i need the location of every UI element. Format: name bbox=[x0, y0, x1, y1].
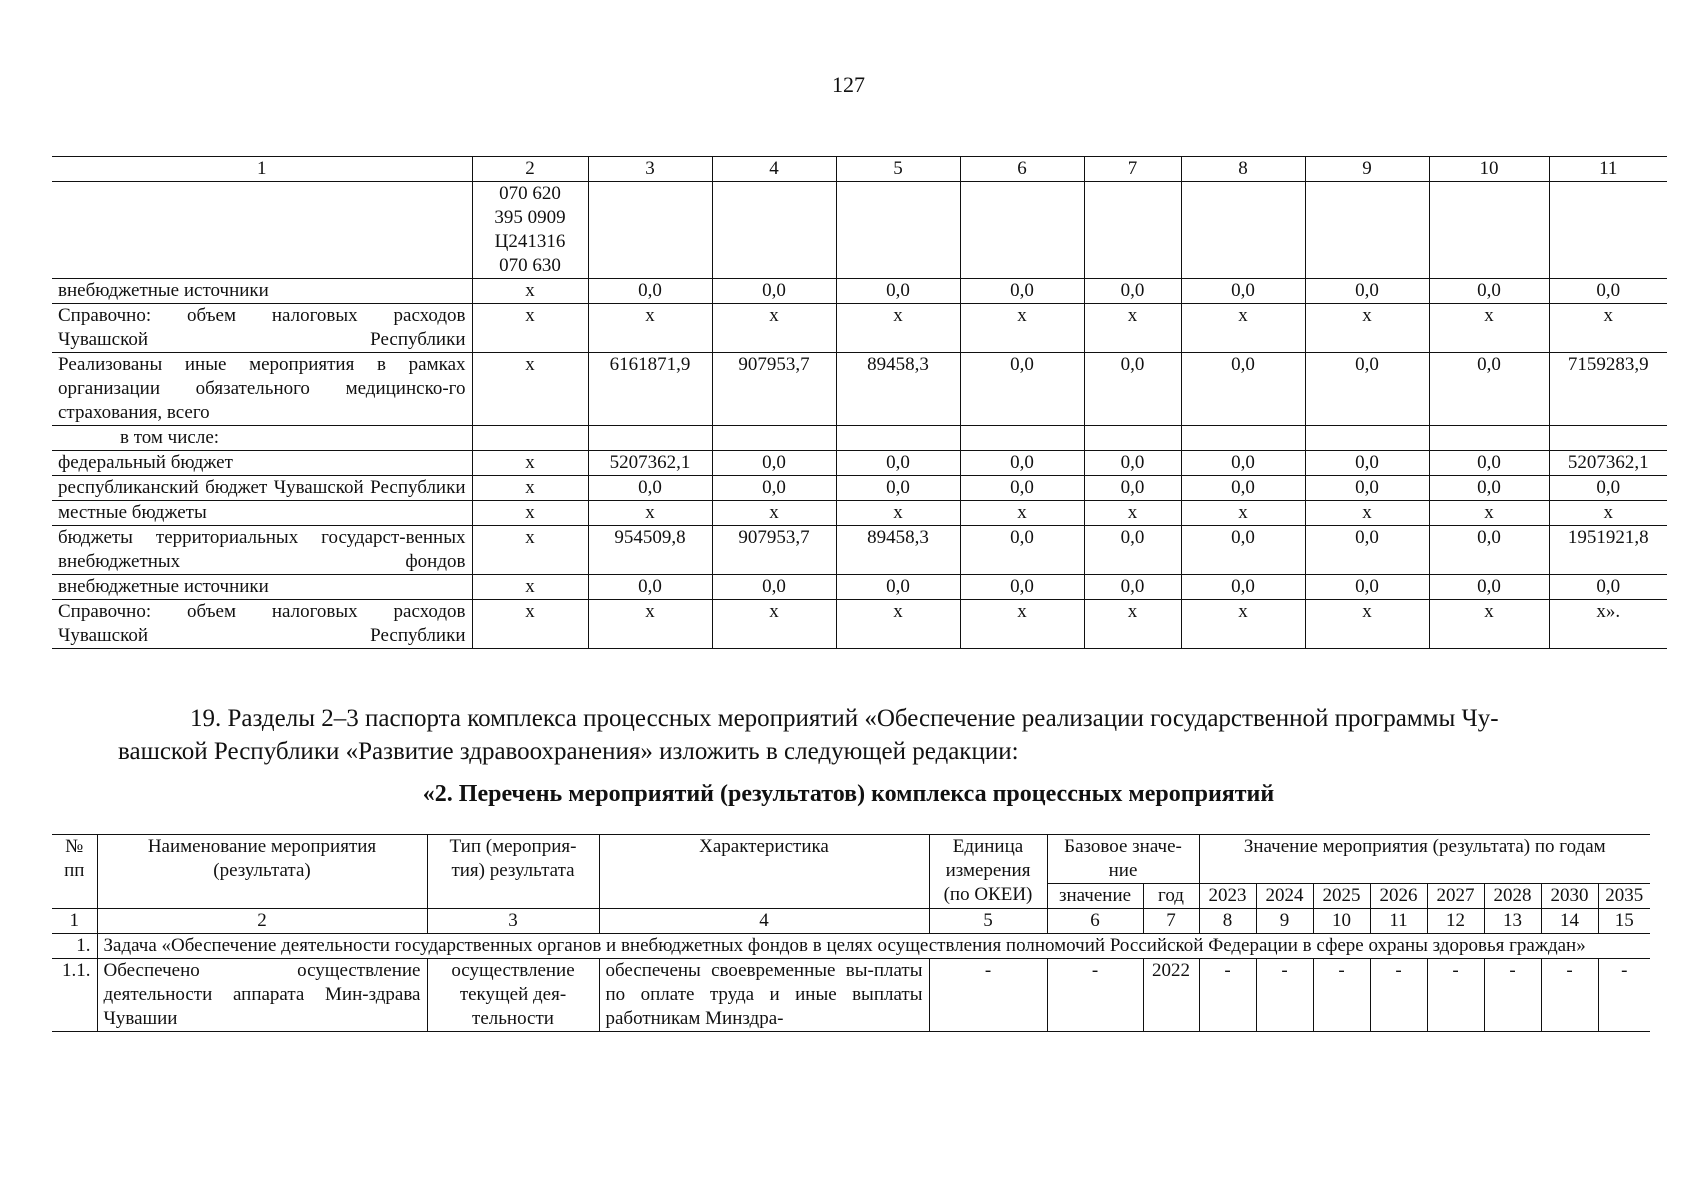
budget-value-cell: 0,0 bbox=[1305, 476, 1429, 501]
budget-row-label: внебюджетные источники bbox=[52, 575, 472, 600]
budget-value-cell: 0,0 bbox=[960, 526, 1084, 575]
budget-value-cell: х bbox=[836, 501, 960, 526]
measure-base-value: - bbox=[1047, 959, 1143, 1032]
budget-value-cell bbox=[1181, 426, 1305, 451]
budget-col-number: 2 bbox=[472, 157, 588, 182]
budget-value-cell: х bbox=[472, 279, 588, 304]
col-number: 12 bbox=[1427, 909, 1484, 934]
column-number-row bbox=[52, 909, 1650, 934]
budget-value-cell bbox=[960, 426, 1084, 451]
budget-col-number: 7 bbox=[1084, 157, 1181, 182]
header-base-year: год bbox=[1143, 884, 1199, 909]
budget-empty-cell bbox=[1549, 182, 1667, 279]
budget-label-empty bbox=[52, 182, 472, 279]
budget-value-cell: 0,0 bbox=[1181, 526, 1305, 575]
measure-name: Обеспечено осуществление деятельности аппарата Мин-здрава Чувашии bbox=[97, 959, 427, 1032]
budget-value-cell: х bbox=[836, 304, 960, 353]
budget-value-cell: 954509,8 bbox=[588, 526, 712, 575]
measure-base-year: 2022 bbox=[1143, 959, 1199, 1032]
task-num: 1. bbox=[52, 934, 97, 959]
amendment-paragraph bbox=[118, 702, 1598, 768]
budget-value-cell: 0,0 bbox=[1305, 279, 1429, 304]
budget-empty-cell bbox=[712, 182, 836, 279]
budget-value-cell: 1951921,8 bbox=[1549, 526, 1667, 575]
budget-code-line: Ц241316 bbox=[494, 231, 566, 252]
col-number: 2 bbox=[97, 909, 427, 934]
budget-value-cell: х bbox=[1084, 600, 1181, 649]
budget-value-cell: х bbox=[1305, 304, 1429, 353]
budget-value-cell: 0,0 bbox=[836, 575, 960, 600]
budget-row-label: Справочно: объем налоговых расходов Чувашской Республики bbox=[52, 600, 472, 649]
budget-header-row bbox=[52, 157, 1667, 182]
budget-value-cell: 0,0 bbox=[712, 451, 836, 476]
budget-value-cell: 0,0 bbox=[1429, 476, 1549, 501]
budget-value-cell: 0,0 bbox=[1429, 575, 1549, 600]
col-number: 14 bbox=[1541, 909, 1598, 934]
measure-unit: - bbox=[929, 959, 1047, 1032]
year-header: 2023 bbox=[1199, 884, 1256, 909]
budget-value-cell: 0,0 bbox=[1084, 526, 1181, 575]
budget-value-cell: 89458,3 bbox=[836, 526, 960, 575]
budget-row-label: федеральный бюджет bbox=[52, 451, 472, 476]
budget-value-cell: х bbox=[1429, 600, 1549, 649]
budget-value-cell: 0,0 bbox=[1305, 451, 1429, 476]
budget-table bbox=[52, 156, 1667, 649]
budget-value-cell: х bbox=[960, 304, 1084, 353]
header-unit: Единица измерения (по ОКЕИ) bbox=[929, 835, 1047, 909]
col-number: 4 bbox=[599, 909, 929, 934]
col-number: 11 bbox=[1370, 909, 1427, 934]
budget-value-cell: х bbox=[472, 575, 588, 600]
budget-value-cell: 0,0 bbox=[1084, 575, 1181, 600]
budget-code-cell bbox=[472, 182, 588, 279]
budget-value-cell: 0,0 bbox=[1305, 526, 1429, 575]
budget-row bbox=[52, 304, 1667, 353]
budget-value-cell: х bbox=[1549, 501, 1667, 526]
budget-value-cell: 907953,7 bbox=[712, 526, 836, 575]
budget-value-cell: х bbox=[472, 501, 588, 526]
budget-row-label: в том числе: bbox=[52, 426, 472, 451]
budget-value-cell: х bbox=[712, 304, 836, 353]
budget-row-label: Справочно: объем налоговых расходов Чувашской Республики bbox=[52, 304, 472, 353]
header-name-spacer bbox=[97, 884, 427, 909]
budget-row bbox=[52, 600, 1667, 649]
measure-type: осуществление текущей дея-тельности bbox=[427, 959, 599, 1032]
measure-year-value: - bbox=[1484, 959, 1541, 1032]
budget-value-cell: х bbox=[960, 600, 1084, 649]
budget-value-cell: х bbox=[1181, 304, 1305, 353]
header-name: Наименование мероприятия (результата) bbox=[97, 835, 427, 884]
budget-value-cell: 0,0 bbox=[1549, 279, 1667, 304]
budget-row bbox=[52, 526, 1667, 575]
budget-value-cell: х bbox=[1429, 304, 1549, 353]
budget-value-cell: х». bbox=[1549, 600, 1667, 649]
header-type-spacer bbox=[427, 884, 599, 909]
page-number: 127 bbox=[832, 72, 865, 97]
budget-value-cell: 0,0 bbox=[836, 476, 960, 501]
budget-code-row bbox=[52, 182, 1667, 279]
measure-row bbox=[52, 959, 1650, 1032]
budget-value-cell: х bbox=[1305, 501, 1429, 526]
col-number: 8 bbox=[1199, 909, 1256, 934]
budget-value-cell bbox=[712, 426, 836, 451]
budget-empty-cell bbox=[960, 182, 1084, 279]
budget-value-cell: х bbox=[1549, 304, 1667, 353]
budget-col-number: 9 bbox=[1305, 157, 1429, 182]
budget-value-cell: 0,0 bbox=[1429, 526, 1549, 575]
budget-value-cell: 0,0 bbox=[1429, 451, 1549, 476]
header-by-years: Значение мероприятия (результата) по годам bbox=[1199, 835, 1650, 884]
col-number: 9 bbox=[1256, 909, 1313, 934]
budget-value-cell bbox=[588, 426, 712, 451]
col-number: 3 bbox=[427, 909, 599, 934]
budget-value-cell: 0,0 bbox=[712, 476, 836, 501]
budget-value-cell: х bbox=[1305, 600, 1429, 649]
budget-value-cell bbox=[1429, 426, 1549, 451]
budget-value-cell: 0,0 bbox=[1084, 476, 1181, 501]
measure-num: 1.1. bbox=[52, 959, 97, 1032]
header-base: Базовое значе-ние bbox=[1047, 835, 1199, 884]
budget-value-cell: 0,0 bbox=[588, 279, 712, 304]
budget-value-cell: х bbox=[712, 600, 836, 649]
budget-value-cell bbox=[836, 426, 960, 451]
budget-value-cell: х bbox=[588, 304, 712, 353]
measure-year-value: - bbox=[1256, 959, 1313, 1032]
budget-value-cell: х bbox=[472, 304, 588, 353]
budget-value-cell: х bbox=[1084, 304, 1181, 353]
measure-year-value: - bbox=[1199, 959, 1256, 1032]
col-number: 6 bbox=[1047, 909, 1143, 934]
budget-value-cell: 0,0 bbox=[1181, 353, 1305, 426]
budget-value-cell: 0,0 bbox=[836, 279, 960, 304]
budget-value-cell: х bbox=[588, 501, 712, 526]
budget-col-number: 3 bbox=[588, 157, 712, 182]
budget-code-line: 070 620 bbox=[499, 183, 561, 204]
budget-value-cell: 0,0 bbox=[712, 575, 836, 600]
budget-value-cell: 0,0 bbox=[1084, 353, 1181, 426]
budget-value-cell: 0,0 bbox=[1305, 353, 1429, 426]
budget-row-label: Реализованы иные мероприятия в рамках организации обязательного медицинско-го страхования, всего bbox=[52, 353, 472, 426]
budget-value-cell: 0,0 bbox=[960, 353, 1084, 426]
year-header: 2026 bbox=[1370, 884, 1427, 909]
budget-value-cell: 0,0 bbox=[712, 279, 836, 304]
measure-year-value: - bbox=[1370, 959, 1427, 1032]
budget-row bbox=[52, 426, 1667, 451]
measure-year-value: - bbox=[1313, 959, 1370, 1032]
budget-value-cell: 0,0 bbox=[588, 575, 712, 600]
budget-value-cell: х bbox=[472, 451, 588, 476]
budget-value-cell: 0,0 bbox=[1084, 279, 1181, 304]
budget-row-label: республиканский бюджет Чувашской Республики bbox=[52, 476, 472, 501]
budget-value-cell: х bbox=[836, 600, 960, 649]
budget-col-number: 10 bbox=[1429, 157, 1549, 182]
budget-value-cell: х bbox=[472, 476, 588, 501]
budget-empty-cell bbox=[836, 182, 960, 279]
budget-value-cell: 0,0 bbox=[1084, 451, 1181, 476]
budget-value-cell: 907953,7 bbox=[712, 353, 836, 426]
year-header: 2027 bbox=[1427, 884, 1484, 909]
budget-empty-cell bbox=[1181, 182, 1305, 279]
budget-row bbox=[52, 279, 1667, 304]
budget-value-cell: 0,0 bbox=[1305, 575, 1429, 600]
measure-year-value: - bbox=[1598, 959, 1650, 1032]
measure-characteristic: обеспечены своевременные вы-платы по оплате труда и иные выплаты работникам Минздра- bbox=[599, 959, 929, 1032]
budget-col-number: 5 bbox=[836, 157, 960, 182]
paragraph-line-2: вашской Республики «Развитие здравоохранения» изложить в следующей редакции: bbox=[118, 738, 1019, 765]
budget-value-cell: 0,0 bbox=[960, 476, 1084, 501]
col-number: 1 bbox=[52, 909, 97, 934]
measure-year-value: - bbox=[1541, 959, 1598, 1032]
budget-value-cell: 7159283,9 bbox=[1549, 353, 1667, 426]
year-header: 2030 bbox=[1541, 884, 1598, 909]
budget-value-cell: 0,0 bbox=[1429, 353, 1549, 426]
budget-value-cell bbox=[1305, 426, 1429, 451]
year-header: 2025 bbox=[1313, 884, 1370, 909]
budget-value-cell: х bbox=[1429, 501, 1549, 526]
budget-value-cell: х bbox=[588, 600, 712, 649]
budget-value-cell: 0,0 bbox=[1549, 575, 1667, 600]
budget-row bbox=[52, 575, 1667, 600]
budget-value-cell bbox=[1549, 426, 1667, 451]
budget-value-cell: 0,0 bbox=[588, 476, 712, 501]
budget-col-number: 4 bbox=[712, 157, 836, 182]
measure-year-value: - bbox=[1427, 959, 1484, 1032]
col-number: 10 bbox=[1313, 909, 1370, 934]
budget-empty-cell bbox=[588, 182, 712, 279]
header-type: Тип (мероприя-тия) результата bbox=[427, 835, 599, 884]
budget-value-cell: 0,0 bbox=[836, 451, 960, 476]
budget-value-cell: х bbox=[472, 526, 588, 575]
budget-value-cell: 0,0 bbox=[1429, 279, 1549, 304]
budget-row-label: бюджеты территориальных государст-венных внебюджетных фондов bbox=[52, 526, 472, 575]
section-heading: «2. Перечень мероприятий (результатов) комплекса процессных мероприятий bbox=[422, 781, 1275, 807]
budget-row-label: внебюджетные источники bbox=[52, 279, 472, 304]
col-number: 5 bbox=[929, 909, 1047, 934]
budget-value-cell bbox=[472, 426, 588, 451]
budget-code-line: 395 0909 bbox=[494, 207, 566, 228]
header-num: № пп bbox=[52, 835, 97, 884]
budget-value-cell: 0,0 bbox=[1181, 575, 1305, 600]
budget-col-number: 11 bbox=[1549, 157, 1667, 182]
col-number: 15 bbox=[1598, 909, 1650, 934]
budget-value-cell: 5207362,1 bbox=[588, 451, 712, 476]
budget-col-number: 1 bbox=[52, 157, 472, 182]
budget-empty-cell bbox=[1305, 182, 1429, 279]
paragraph-line-1: 19. Разделы 2–3 паспорта комплекса процессных мероприятий «Обеспечение реализации государственной программы Чу- bbox=[190, 705, 1499, 732]
year-header: 2024 bbox=[1256, 884, 1313, 909]
task-text: Задача «Обеспечение деятельности государственных органов и внебюджетных фондов в целях осуществления полномочий Российской Федерации в сфере охраны здоровья граждан» bbox=[97, 934, 1650, 959]
budget-col-number: 6 bbox=[960, 157, 1084, 182]
budget-value-cell: х bbox=[712, 501, 836, 526]
budget-value-cell: 6161871,9 bbox=[588, 353, 712, 426]
budget-row bbox=[52, 476, 1667, 501]
col-number: 13 bbox=[1484, 909, 1541, 934]
budget-value-cell: 0,0 bbox=[960, 279, 1084, 304]
budget-value-cell: 0,0 bbox=[1549, 476, 1667, 501]
header-base-value: значение bbox=[1047, 884, 1143, 909]
budget-value-cell: х bbox=[472, 600, 588, 649]
header-num-spacer bbox=[52, 884, 97, 909]
budget-code-line: 070 630 bbox=[499, 255, 561, 276]
col-number: 7 bbox=[1143, 909, 1199, 934]
budget-empty-cell bbox=[1084, 182, 1181, 279]
budget-value-cell: 0,0 bbox=[1181, 279, 1305, 304]
budget-value-cell bbox=[1084, 426, 1181, 451]
budget-row-label: местные бюджеты bbox=[52, 501, 472, 526]
budget-row bbox=[52, 501, 1667, 526]
budget-value-cell: х bbox=[472, 353, 588, 426]
measures-table bbox=[52, 834, 1650, 1032]
budget-col-number: 8 bbox=[1181, 157, 1305, 182]
budget-empty-cell bbox=[1429, 182, 1549, 279]
budget-value-cell: 0,0 bbox=[960, 451, 1084, 476]
year-header: 2028 bbox=[1484, 884, 1541, 909]
budget-row bbox=[52, 451, 1667, 476]
budget-row bbox=[52, 353, 1667, 426]
year-header: 2035 bbox=[1598, 884, 1650, 909]
budget-value-cell: 0,0 bbox=[1181, 451, 1305, 476]
budget-value-cell: х bbox=[1181, 501, 1305, 526]
budget-value-cell: х bbox=[1181, 600, 1305, 649]
budget-value-cell: х bbox=[960, 501, 1084, 526]
budget-value-cell: 0,0 bbox=[1181, 476, 1305, 501]
task-row bbox=[52, 934, 1650, 959]
budget-value-cell: 0,0 bbox=[960, 575, 1084, 600]
budget-value-cell: 89458,3 bbox=[836, 353, 960, 426]
budget-value-cell: х bbox=[1084, 501, 1181, 526]
header-characteristic: Характеристика bbox=[599, 835, 929, 909]
budget-value-cell: 5207362,1 bbox=[1549, 451, 1667, 476]
